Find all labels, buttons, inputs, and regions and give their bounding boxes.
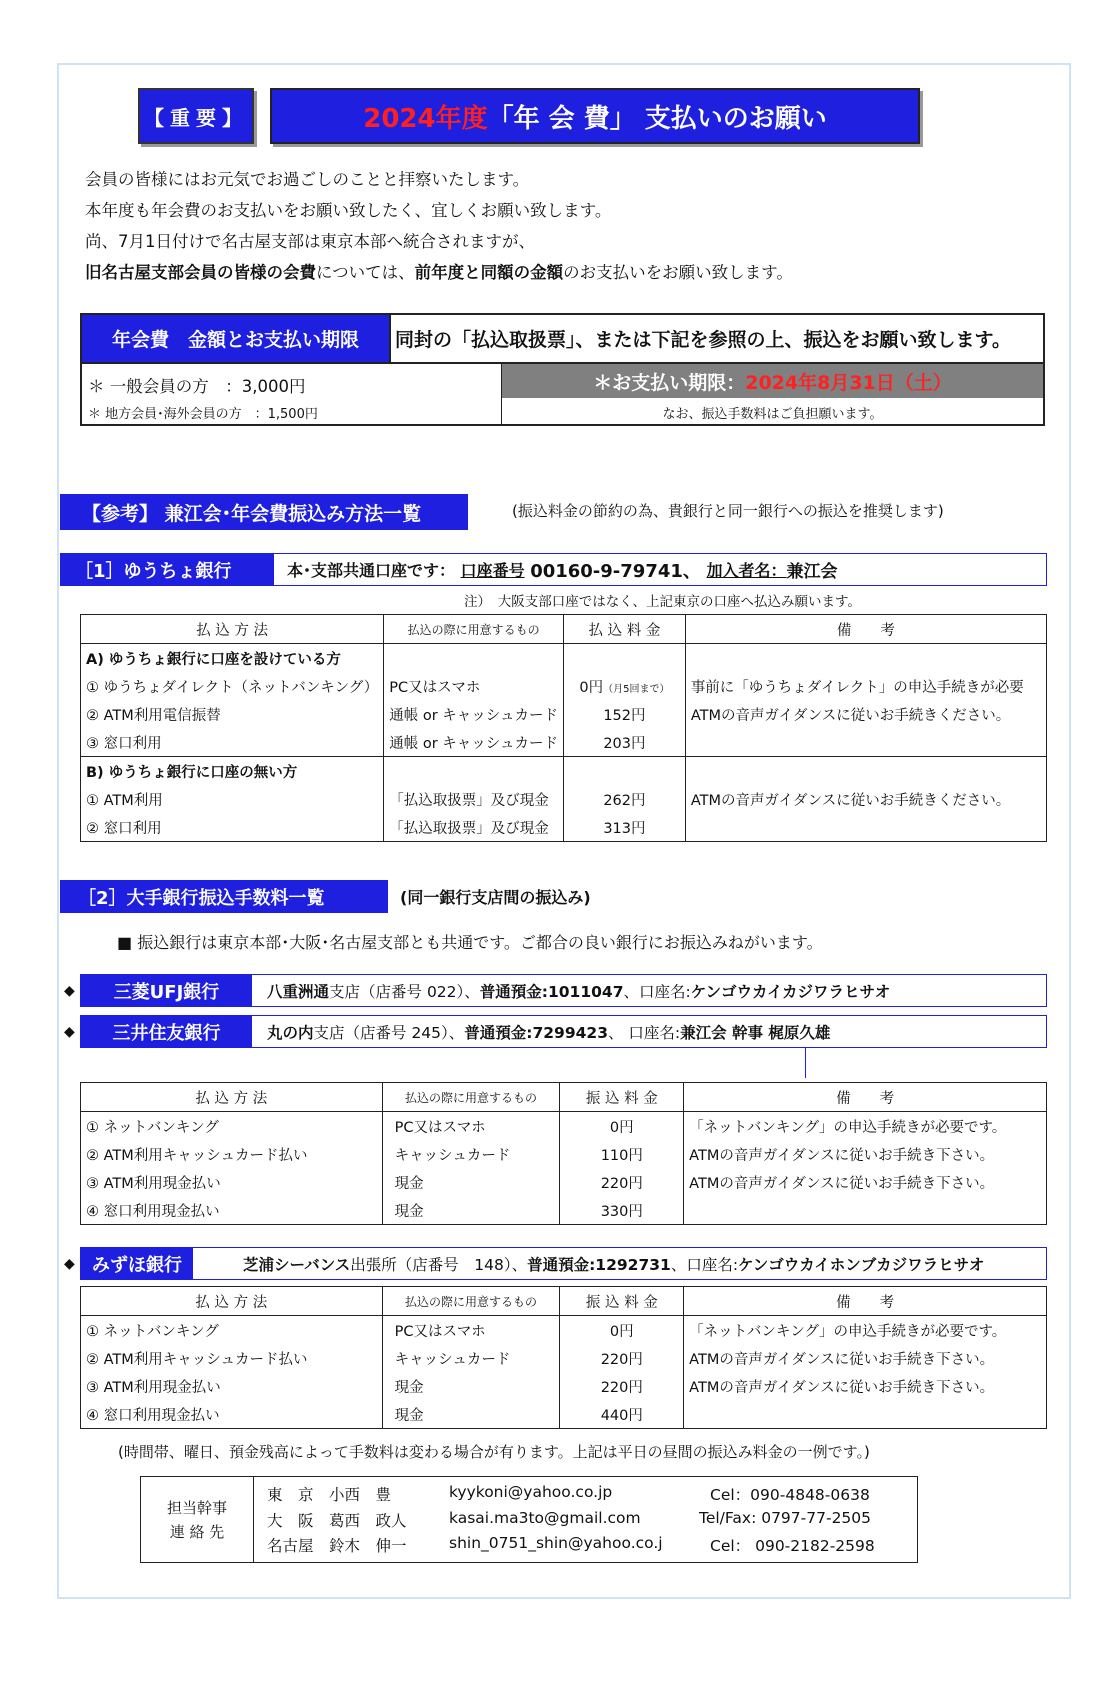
contact-box (140, 1476, 918, 1563)
intro-line-1: 会員の皆様にはお元気でお過ごしのことと拝察いたします。 (85, 170, 530, 189)
col-remarks: 備 考 (684, 1083, 1047, 1112)
method: ② 窓口利用 (81, 813, 384, 842)
needs: 現金 (382, 1168, 560, 1196)
method: ② ATM利用キャッシュカード払い (81, 1140, 383, 1168)
table-group-row (81, 644, 1047, 673)
table-header (81, 1083, 1047, 1112)
table-row (81, 1344, 1047, 1372)
needs: 現金 (382, 1372, 560, 1400)
mizuho-holder-name: ケンゴウカイホンブカジワラヒサオ (738, 1255, 985, 1274)
table-row (81, 1316, 1047, 1345)
fee: 152円 (564, 700, 686, 728)
needs: PC又はスマホ (382, 1316, 560, 1345)
remarks (685, 728, 1046, 757)
table-row (81, 1196, 1047, 1225)
table-row (81, 1168, 1047, 1196)
remarks: ATMの音声ガイダンスに従いお手続き下さい。 (684, 1372, 1047, 1400)
title-year: 2024年度 (363, 103, 488, 134)
divider (805, 1048, 806, 1078)
title-text: 「年 会 費」 支払いのお願い (487, 103, 827, 134)
fee: 220円 (560, 1344, 684, 1372)
mizuho-branch-no: 出張所（店番号 148）、 (350, 1255, 528, 1274)
method: ① ATM利用 (81, 785, 384, 813)
remarks (684, 1400, 1047, 1429)
method: ① ネットバンキング (81, 1316, 383, 1345)
method: ② ATM利用電信振替 (81, 700, 384, 728)
col-method: 払 込 方 法 (81, 1287, 383, 1316)
contact-phone: Cel： 090-2182-2598 (710, 1537, 875, 1555)
needs: PC又はスマホ (382, 1112, 560, 1141)
major-banks-table (80, 1082, 1047, 1225)
col-needs: 払込の際に用意するもの (384, 615, 564, 644)
needs: 「払込取扱票」及び現金 (384, 813, 564, 842)
major-banks-sub: (同一銀行支店間の振込み) (400, 888, 591, 907)
yucho-holder-label: 加入者名： (706, 561, 787, 580)
mufg-account-info (267, 975, 890, 1006)
mufg-account-number: 普通預金:1011047 (479, 982, 624, 1001)
major-banks-heading: ［2］大手銀行振込手数料一覧 (60, 880, 388, 913)
fee-note: なお、振込手数料はご負担願います。 (662, 407, 883, 422)
needs: キャッシュカード (382, 1344, 560, 1372)
col-remarks: 備 考 (685, 615, 1046, 644)
fee-box (80, 313, 1045, 426)
contact-phone: Tel/Fax: 0797-77-2505 (699, 1509, 872, 1527)
contact-label-1: 担当幹事 (166, 1498, 227, 1517)
col-fee: 振 込 料 金 (560, 1083, 684, 1112)
table-row (81, 728, 1047, 757)
smbc-branch-no: 支店（店番号 245）、 (313, 1023, 465, 1042)
group-b-label: B) ゆうちょ銀行に口座の無い方 (81, 757, 384, 786)
intro-plain-1: については、 (316, 263, 415, 282)
table-row (81, 785, 1047, 813)
col-fee: 振 込 料 金 (560, 1287, 684, 1316)
mizuho-account-number: 普通預金:1292731 (527, 1255, 671, 1274)
mizuho-account-info (243, 1248, 984, 1279)
table-row (81, 1112, 1047, 1141)
smbc-holder-label: 、 口座名: (607, 1023, 681, 1042)
fee (564, 672, 686, 700)
col-needs: 払込の際に用意するもの (382, 1083, 560, 1112)
important-tag: 【重要】 (138, 88, 254, 144)
smbc-account-box (80, 1015, 1047, 1048)
yucho-info-prefix: 本･支部共通口座です： (287, 561, 456, 580)
yucho-label: ［1］ゆうちょ銀行 (61, 554, 274, 585)
col-method: 払 込 方 法 (81, 1083, 383, 1112)
page-title (270, 88, 920, 144)
contact-phone: Cel：090-4848-0638 (710, 1486, 870, 1504)
remarks: 「ネットバンキング」の申込手続きが必要です。 (684, 1112, 1047, 1141)
contact-label (141, 1477, 254, 1562)
method: ④ 窓口利用現金払い (81, 1196, 383, 1225)
fee-disclaimer: (時間帯、曜日、預金残高によって手数料は変わる場合が有ります。上記は平日の昼間の振込み料金の一例です。) (118, 1443, 870, 1461)
mufg-branch: 八重洲通 (267, 982, 330, 1001)
method: ④ 窓口利用現金払い (81, 1400, 383, 1429)
payment-deadline (502, 364, 1043, 398)
contact-email[interactable]: kyykoni@yahoo.co.jp (449, 1483, 613, 1501)
table-header (81, 1287, 1047, 1316)
deadline-date: 2024年8月31日（土） (745, 371, 952, 394)
contact-email[interactable]: shin_0751_shin@yahoo.co.j (449, 1534, 663, 1552)
needs: 現金 (382, 1196, 560, 1225)
table-group-row (81, 757, 1047, 786)
smbc-branch: 丸の内 (267, 1023, 314, 1042)
smbc-label: 三井住友銀行 (81, 1016, 252, 1047)
reference-heading: 【参考】 兼江会･年会費振込み方法一覧 (60, 494, 468, 530)
mizuho-branch: 芝浦シーバンス (243, 1255, 351, 1274)
fee-instruction: 同封の「払込取扱票」、または下記を参照の上、振込をお願い致します。 (389, 315, 1043, 362)
table-row (81, 700, 1047, 728)
needs: 「払込取扱票」及び現金 (384, 785, 564, 813)
remarks: ATMの音声ガイダンスに従いお手続き下さい。 (684, 1168, 1047, 1196)
mufg-branch-no: 支店（店番号 022）、 (329, 982, 480, 1001)
yucho-account-box (60, 553, 1047, 586)
intro-emph-2: 前年度と同額の金額 (414, 263, 564, 282)
diamond-icon: ◆ (64, 1024, 75, 1040)
needs: 通帳 or キャッシュカード (384, 700, 564, 728)
intro-text (85, 164, 793, 288)
smbc-account-number: 普通預金:7299423 (464, 1023, 608, 1042)
table-row (81, 813, 1047, 842)
mizuho-holder-label: 、口座名: (670, 1255, 739, 1274)
col-method: 払 込 方 法 (81, 615, 384, 644)
yucho-account-info (287, 554, 838, 585)
mizuho-account-box (80, 1247, 1047, 1280)
reference-note: (振込料金の節約の為、貴銀行と同一銀行への振込を推奨します) (512, 502, 944, 520)
fee: 110円 (560, 1140, 684, 1168)
table-row (81, 1400, 1047, 1429)
remarks: 事前に「ゆうちょダイレクト」の申込手続きが必要 (685, 672, 1046, 700)
yucho-note: 注） 大阪支部口座ではなく、上記東京の口座へ払込み願います。 (464, 594, 861, 610)
mufg-account-box (80, 974, 1047, 1007)
fee-general: ＊ 一般会員の方 ：3,000円 (88, 377, 306, 396)
intro-line-2: 本年度も年会費のお支払いをお願い致したく、宜しくお願い致します。 (85, 201, 612, 220)
col-needs: 払込の際に用意するもの (382, 1287, 560, 1316)
needs: PC又はスマホ (384, 672, 564, 700)
contact-email[interactable]: kasai.ma3to@gmail.com (449, 1509, 641, 1527)
fee: 262円 (564, 785, 686, 813)
intro-emph-1: 旧名古屋支部会員の皆様の会費 (85, 263, 316, 282)
needs: 通帳 or キャッシュカード (384, 728, 564, 757)
mizuho-table (80, 1286, 1047, 1429)
table-row (81, 1140, 1047, 1168)
contact-name: 大 阪 葛西 政人 (267, 1512, 407, 1530)
method: ③ ATM利用現金払い (81, 1372, 383, 1400)
intro-plain-2: のお支払いをお願い致します。 (563, 263, 793, 282)
fee: 440円 (560, 1400, 684, 1429)
method: ① ネットバンキング (81, 1112, 383, 1141)
fee: 0円 (560, 1112, 684, 1141)
mizuho-label: みずほ銀行 (81, 1248, 193, 1279)
fee: 220円 (560, 1168, 684, 1196)
method: ① ゆうちょダイレクト（ネットバンキング） (81, 672, 384, 700)
intro-line-4 (85, 257, 793, 288)
fee: 0円 (560, 1316, 684, 1345)
remarks (684, 1196, 1047, 1225)
diamond-icon: ◆ (64, 1256, 75, 1272)
col-remarks: 備 考 (684, 1287, 1047, 1316)
deadline-label: ＊お支払い期限： (593, 371, 746, 394)
group-a-label: A) ゆうちょ銀行に口座を設けている方 (81, 644, 384, 673)
remarks: ATMの音声ガイダンスに従いお手続きください。 (685, 785, 1046, 813)
smbc-account-info (267, 1016, 830, 1047)
diamond-icon: ◆ (64, 983, 75, 999)
remarks: ATMの音声ガイダンスに従いお手続きください。 (685, 700, 1046, 728)
fee-heading: 年会費 金額とお支払い期限 (82, 315, 389, 362)
fee-note: （月5回まで） (603, 683, 670, 695)
table-row (81, 672, 1047, 700)
smbc-holder-name: 兼江会 幹事 梶原久雄 (680, 1023, 831, 1042)
remarks: 「ネットバンキング」の申込手続きが必要です。 (684, 1316, 1047, 1345)
col-fee: 払 込 料 金 (564, 615, 686, 644)
method: ② ATM利用キャッシュカード払い (81, 1344, 383, 1372)
yucho-account-number: 00160-9-79741、 (530, 560, 701, 582)
yucho-table (80, 614, 1047, 842)
yucho-holder-name: 兼江会 (786, 562, 838, 582)
fee-regional: ＊ 地方会員･海外会員の方 ：1,500円 (88, 407, 318, 422)
table-header (81, 615, 1047, 644)
fee: 220円 (560, 1372, 684, 1400)
needs: 現金 (382, 1400, 560, 1429)
fee: 330円 (560, 1196, 684, 1225)
major-banks-note: ■ 振込銀行は東京本部･大阪･名古屋支部とも共通です。ご都合の良い銀行にお振込みねがいます。 (117, 933, 823, 952)
fee: 313円 (564, 813, 686, 842)
intro-line-3: 尚、7月1日付けで名古屋支部は東京本部へ統合されますが、 (85, 232, 535, 251)
yucho-account-label: 口座番号 (460, 561, 525, 580)
remarks: ATMの音声ガイダンスに従いお手続き下さい。 (684, 1140, 1047, 1168)
method: ③ ATM利用現金払い (81, 1168, 383, 1196)
method: ③ 窓口利用 (81, 728, 384, 757)
remarks: ATMの音声ガイダンスに従いお手続き下さい。 (684, 1344, 1047, 1372)
needs: キャッシュカード (382, 1140, 560, 1168)
contact-name: 名古屋 鈴木 伸一 (267, 1537, 407, 1555)
contact-name: 東 京 小西 豊 (267, 1486, 392, 1504)
mufg-holder-name: ケンゴウカイカジワラヒサオ (690, 982, 891, 1001)
fee: 203円 (564, 728, 686, 757)
remarks (685, 813, 1046, 842)
mufg-label: 三菱UFJ銀行 (81, 975, 252, 1006)
table-row (81, 1372, 1047, 1400)
mufg-holder-label: 、口座名: (623, 982, 691, 1001)
fee-value: 0円 (579, 679, 604, 696)
contact-label-2: 連 絡 先 (169, 1522, 225, 1541)
